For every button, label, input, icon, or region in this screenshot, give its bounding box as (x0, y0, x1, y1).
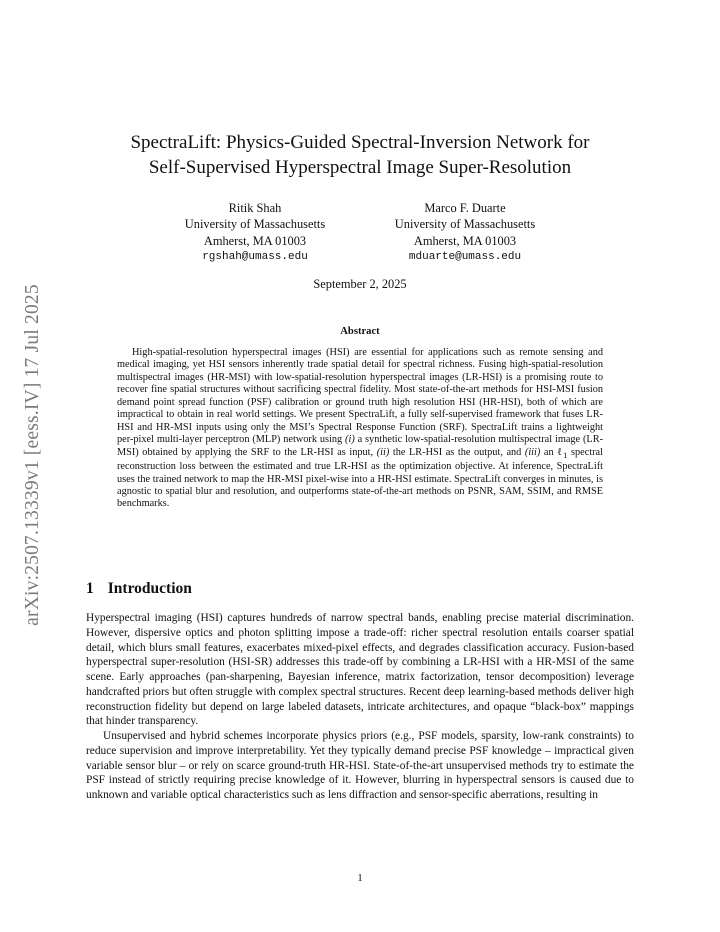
abstract-item-ii: (ii) (376, 446, 390, 458)
abstract-item-iii: (iii) (524, 446, 541, 458)
l1-subscript: 1 (563, 449, 568, 460)
publication-date: September 2, 2025 (313, 277, 407, 291)
title-line-1: SpectraLift: Physics-Guided Spectral-Inversion Network for (130, 132, 590, 153)
author-address: Amherst, MA 01003 (413, 233, 517, 248)
abstract-part-4: an ℓ (540, 446, 564, 458)
abstract-part-5: spectral reconstruction loss between the estimated and true LR-HSI as the optimization objective. At inference, SpectraLift uses the trained network to map the HR-MSI pixel-wise into a HR-HSI estimate. SpectraLift converges in minutes, is agnostic to spatial blur and resolution, and outperforms state-of-the-art methods on PSNR, SAM, SSIM, and RMSE benchmarks. (117, 446, 603, 510)
author-affiliation: University of Massachusetts (184, 217, 326, 232)
abstract-part-2: a synthetic low-spatial-resolution multispectral image (LR-MSI) obtained by applying the SRF to the LR-HSI as input, (117, 434, 603, 458)
author-affiliation: University of Massachusetts (394, 217, 536, 232)
introduction-body (86, 611, 634, 803)
author-email[interactable]: rgshah@umass.edu (202, 251, 308, 264)
author-name: Marco F. Duarte (424, 201, 506, 215)
section-number: 1 (86, 580, 94, 597)
author-block-1 (140, 200, 370, 266)
abstract-text (117, 347, 603, 511)
title-line-2: Self-Supervised Hyperspectral Image Super-Resolution (148, 157, 572, 178)
arxiv-sidebar-stamp (19, 260, 47, 650)
paragraph: Unsupervised and hybrid schemes incorporate physics priors (e.g., PSF models, sparsity, low-rank constraints) to reduce supervision and improve interpretability. Yet they typically demand precise PSF knowledge – impractical given variable sensor blur – or rely on scarce ground-truth HR-HSI. State-of-the-art unsupervised methods try to estimate the PSF instead of strictly requiring precise knowledge of it. However, blurring in hyperspectral sensors is caused due to unknown and variable optical characteristics such as lens diffraction and sensor-specific aberrations, resulting in (86, 730, 634, 801)
abstract-part-1: High-spatial-resolution hyperspectral images (HSI) are essential for applications such as remote sensing and medical imaging, yet HSI sensors inherently trade spatial detail for spectral richness. Fusing high-spatial-resolution multispectral images (HR-MSI) with low-spatial-resolution hyperspectral images (LR-HSI) is a promising route to recover fine spatial structures without sacrificing spectral fidelity. Most state-of-the-art methods for HSI-MSI fusion demand point spread function (PSF) calibration or ground truth high resolution HSI (HR-HSI), both of which are impractical to obtain in real world settings. We present SpectraLift, a fully self-supervised framework that fuses LR-HSI and HR-MSI inputs using only the MSI’s Spectral Response Function (SRF). SpectraLift trains a lightweight per-pixel multi-layer perceptron (MLP) network using (117, 347, 603, 446)
author-email[interactable]: mduarte@umass.edu (408, 251, 522, 264)
section-title: Introduction (107, 580, 192, 597)
author-address: Amherst, MA 01003 (203, 233, 307, 248)
abstract-item-i: (i) (345, 434, 355, 446)
paragraph: Hyperspectral imaging (HSI) captures hundreds of narrow spectral bands, enabling precise material discrimination. However, dispersive optics and photon splitting impose a trade-off: richer spectral resolution entails coarser spatial detail, which blurs small features, exacerbates mixed-pixel effects, and degrades classification accuracy. Fusion-based hyperspectral super-resolution (HSI-SR) addresses this trade-off by combining a LR-HSI with a HR-MSI of the same scene. Early approaches (pan-sharpening, Bayesian inference, matrix factorization, tensor decomposition) leverage handcrafted priors but often struggle with complex spectral structures. Recent deep learning-based methods deliver high reconstruction fidelity but depend on large labeled datasets, intricate architectures, and opaque “black-box” mappings that hinder transparency. (86, 612, 634, 728)
section-heading (86, 580, 192, 598)
author-name: Ritik Shah (228, 201, 282, 215)
arxiv-identifier: arXiv:2507.13339v1 [eess.IV] 17 Jul 2025 (22, 284, 43, 626)
abstract-part-3: the LR-HSI as the output, and (389, 446, 525, 458)
author-block-2 (350, 200, 580, 266)
abstract-heading: Abstract (340, 326, 380, 337)
page-number: 1 (357, 872, 363, 884)
paper-title (90, 130, 630, 180)
